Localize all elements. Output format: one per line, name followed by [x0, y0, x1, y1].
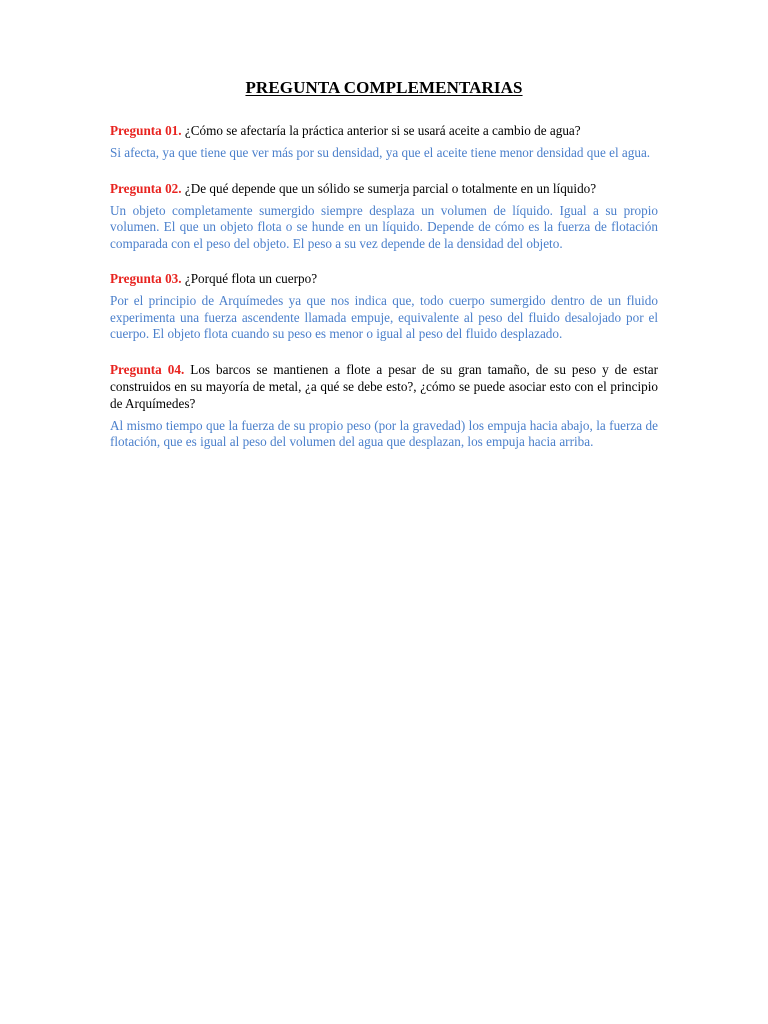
- question-label: Pregunta 01.: [110, 123, 182, 138]
- qa-item-01: [110, 122, 658, 162]
- answer-02: Un objeto completamente sumergido siempre desplaza un volumen de líquido. Igual a su propio volumen. El que un objeto flota o se hunde en un líquido. Depende de cómo es la fuerza de flotación comparada con el peso del objeto. El peso a su vez depende de la densidad del objeto.: [110, 202, 658, 251]
- question-text: ¿Cómo se afectaría la práctica anterior si se usará aceite a cambio de agua?: [184, 123, 581, 138]
- question-label: Pregunta 02.: [110, 180, 182, 196]
- qa-item-02: [110, 180, 658, 253]
- question-01: [110, 122, 658, 139]
- qa-item-04: [110, 361, 658, 451]
- answer-03: Por el principio de Arquímedes ya que nos indica que, todo cuerpo sumergido dentro de un fluido experimenta una fuerza ascendente llamada empuje, equivalente al peso del fluido desalojado por el cuerpo. El objeto flota cuando su peso es menor o igual al peso del fluido desplazado.: [110, 293, 658, 341]
- question-02: [110, 180, 658, 197]
- question-04: [110, 361, 658, 412]
- answer-01: Si afecta, ya que tiene que ver más por su densidad, ya que el aceite tiene menor densidad que el agua.: [110, 145, 651, 160]
- question-text: ¿De qué depende que un sólido se sumerja parcial o totalmente en un líquido?: [184, 180, 597, 196]
- question-03: [110, 270, 658, 287]
- question-label: Pregunta 03.: [110, 271, 182, 286]
- question-text: Los barcos se mantienen a flote a pesar de su gran tamaño, de su peso y de estar construidos en su mayoría de metal, ¿a qué se debe esto?, ¿cómo se puede asociar esto con el principio de Arquímedes?: [110, 361, 659, 411]
- document-title: PREGUNTA COMPLEMENTARIAS: [245, 78, 523, 97]
- qa-item-03: [110, 270, 658, 343]
- question-label: Pregunta 04.: [110, 361, 185, 377]
- document-page: [110, 78, 658, 469]
- answer-04: Al mismo tiempo que la fuerza de su propio peso (por la gravedad) los empuja hacia abajo, la fuerza de flotación, que es igual al peso del volumen del agua que desplazan, los empuja hacia arriba.: [110, 417, 658, 449]
- question-text: ¿Porqué flota un cuerpo?: [184, 271, 318, 286]
